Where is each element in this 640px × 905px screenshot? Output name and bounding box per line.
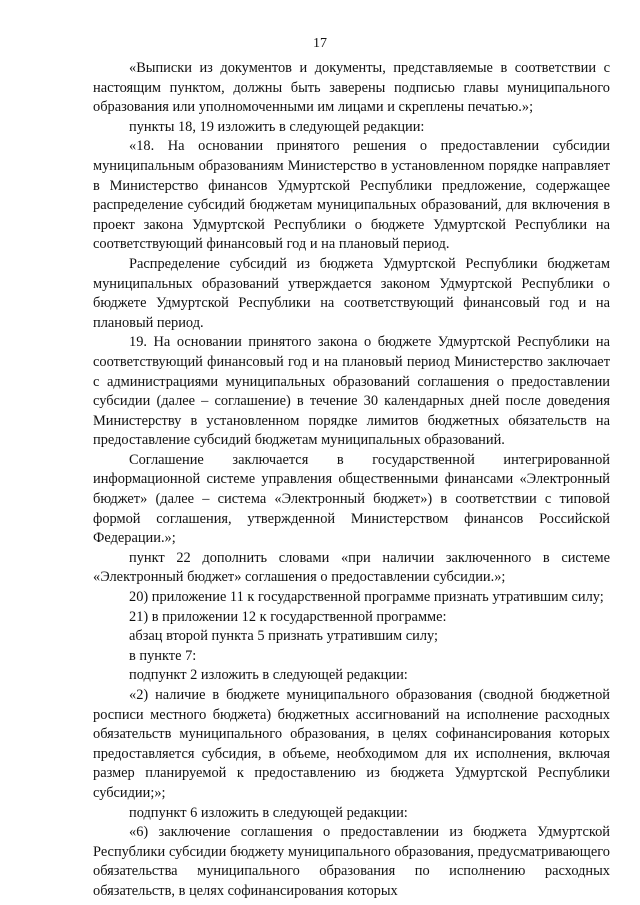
document-body [93, 59, 610, 902]
paragraph-points-18-19-instruction: пункты 18, 19 изложить в следующей редакции: [129, 118, 425, 135]
paragraph-item-21: 21) в приложении 12 к государственной программе: [129, 608, 447, 625]
paragraph-subpoint-2-text: «2) наличие в бюджете муниципального образования (сводной бюджетной росписи местного бюджета) бюджетных ассигнований на исполнение расходных обязательств муниципального образования, в целях софинансирования которых предоставляется субсидия, в объеме, необходимом для их исполнения, включая размер планируемой к предоставлению из бюджета Удмуртской Республики субсидии;»; [93, 687, 610, 801]
paragraph-point-5-second-clause: абзац второй пункта 5 признать утратившим силу; [129, 628, 439, 645]
paragraph-subpoint-2-instruction: подпункт 2 изложить в следующей редакции: [129, 667, 408, 684]
paragraph-point-19: 19. На основании принятого закона о бюджете Удмуртской Республики на соответствующий финансовый год и на плановый период Министерство заключает с администрациями муниципальных образований соглашения о предоставлении субсидии (далее – соглашение) в течение 30 календарных дней после доведения Министерству в установленном порядке лимитов бюджетных обязательств на предоставление субсидий бюджетам муниципальных образований. [93, 334, 610, 449]
paragraph-agreement-electronic-budget: Соглашение заключается в государственной интегрированной информационной системе управления общественными финансами «Электронный бюджет» (далее – система «Электронный бюджет») в соответствии с типовой формой соглашения, утвержденной Министерством финансов Российской Федерации.»; [93, 451, 610, 547]
paragraph-point-18: «18. На основании принятого решения о предоставлении субсидии муниципальным образованиям Министерство в установленном порядке направляет в Министерство финансов Удмуртской Республики предложение, содержащее распределение субсидий бюджетам муниципальных образований, для включения в проект закона Удмуртской Республики о бюджете Удмуртской Республики на соответствующий финансовый год и на плановый период. [93, 138, 610, 253]
paragraph-item-20: 20) приложение 11 к государственной программе признать утратившим силу; [129, 589, 604, 606]
paragraph-point-22-addition: пункт 22 дополнить словами «при наличии заключенного в системе «Электронный бюджет» соглашения о предоставлении субсидии.»; [93, 549, 610, 586]
paragraph-subpoint-6-text: «6) заключение соглашения о предоставлении из бюджета Удмуртской Республики субсидии бюджету муниципального образования, предусматривающего обязательства муниципального образования по исполнению расходных обязательств, в целях софинансирования которых [93, 824, 610, 899]
paragraph-in-point-7: в пункте 7: [129, 647, 197, 664]
paragraph-extracts-certification: «Выписки из документов и документы, представляемые в соответствии с настоящим пунктом, должны быть заверены подписью главы муниципального образования или уполномоченными им лицами и скреплены печатью.»; [93, 60, 610, 116]
paragraph-subsidy-distribution: Распределение субсидий из бюджета Удмуртской Республики бюджетам муниципальных образований утверждается законом Удмуртской Республики о бюджете Удмуртской Республики на соответствующий финансовый год и на плановый период. [93, 255, 610, 331]
page-number: 17 [313, 36, 327, 51]
paragraph-subpoint-6-instruction: подпункт 6 изложить в следующей редакции: [129, 804, 408, 821]
